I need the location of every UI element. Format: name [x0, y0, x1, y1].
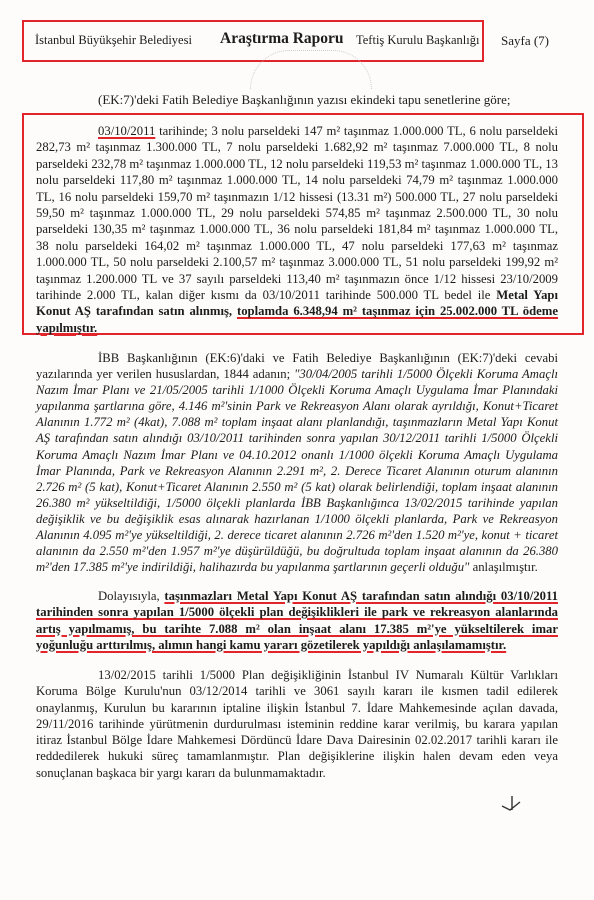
- deed-company: Metal Yapı Konut AŞ: [36, 288, 558, 319]
- p2-tail: anlaşılmıştır.: [469, 560, 538, 575]
- p3-bold: taşınmazları Metal Yapı Konut AŞ tarafından satın alındığı 03/10/2011 tarihinden sonra yapılan 1/5000 ölçekli plan değişiklikleri ile park ve rekreasyon alanlarında artış yapılmamış, bu tarihte 7.088 m² olan inşaat alanı 17.385 m²'ye yükseltilerek imar yoğunluğu arttırılmış, alımın hangi kamu yararı gözetilerek yapıldığı anlaşılamamıştır.: [36, 589, 558, 652]
- municipality-response-paragraph: [36, 350, 558, 575]
- header-institution: İstanbul Büyükşehir Belediyesi: [35, 33, 192, 47]
- deed-text: tarihinde; 3 nolu parseldeki 147 m² taşınmaz 1.000.000 TL, 6 nolu parseldeki 282,73 m² taşınmaz 1.300.000 TL, 7 nolu parseldeki 1.682,92 m² taşınmaz 7.000.000 TL, 8 nolu parseldeki 232,78 m² taşınmaz 1.000.000 TL, 12 nolu parseldeki 119,53 m² taşınmaz 1.000.000 TL, 13 nolu parseldeki 117,80 m² taşınmaz 1.000.000 TL, 14 nolu parseldeki 74,79 m² taşınmaz 1.000.000 TL, 16 nolu parseldeki 159,70 m² taşınmazın 1/12 hissesi (13.31 m²) 500.000 TL, 27 nolu parseldeki 59,50 m² taşınmaz 1.000.000 TL, 29 nolu parseldeki 574,85 m² taşınmaz 2.500.000 TL, 30 nolu parseldeki 130,35 m² taşınmaz 1.000.000 TL, 36 nolu parseldeki 181,84 m² taşınmaz 1.000.000 TL, 38 nolu parseldeki 164,02 m² taşınmaz 1.000.000 TL, 47 nolu parseldeki 177,63 m² taşınmaz 1.000.000 TL, 50 nolu parseldeki 2.100,57 m² taşınmaz 3.000.000 TL, 51 nolu parseldeki 199,92 m² taşınmaz 1.200.000 TL ve 37 sayılı parseldeki 113,40 m² taşınmazın önce 1/12 hissesi 23/10/2009 tarihinde 2.000 TL, kalan diğer kısmı da 03/10/2011 tarihinde 500.000 TL bedel ile: [36, 124, 558, 303]
- header-department: Teftiş Kurulu Başkanlığı: [356, 33, 480, 47]
- legal-process-paragraph: 13/02/2015 tarihli 1/5000 Plan değişikliğinin İstanbul IV Numaralı Kültür Varlıkları Koruma Bölge Kurulu'nun 03/12/2014 tarihli ve 3061 sayılı kararı ile kısmen tadil edilerek onaylanmış, Kurulun bu kararının iptaline ilişkin İstanbul 7. İdare Mahkemesinde açılan davada, 29/11/2016 tarihinde yürütmenin durdurulması isteminin reddine karar verilmiş, bu karara yapılan itiraz İstanbul Bölge İdare Mahkemesi Dördüncü İdare Dava Dairesinin 02.02.2017 tarihli kararı ile reddedilerek hukuki süreç tamamlanmıştır. Plan değişiklerine ilişkin halen devam eden veya sonuçlanan başkaca bir yargı kararı da bulunmamaktadır.: [36, 668, 558, 780]
- deed-paragraph: [36, 123, 558, 336]
- deed-after-company: tarafından satın alınmış,: [90, 304, 237, 319]
- header-report-title: Araştırma Raporu: [220, 30, 344, 47]
- conclusion-paragraph: [36, 588, 558, 653]
- signature-mark: [498, 792, 524, 814]
- official-stamp: [250, 50, 372, 89]
- intro-line: (EK:7)'deki Fatih Belediye Başkanlığının yazısı ekindeki tapu senetlerine göre;: [98, 92, 511, 107]
- header-page-number: Sayfa (7): [501, 33, 550, 48]
- p2-lead: İBB Başkanlığının (EK:6)'daki ve Fatih Belediye Başkanlığının (EK:7)'deki cevabi yazılarında yer verilen hususlardan, 1844 adanın;: [36, 351, 558, 382]
- p3-lead: Dolayısıyla,: [98, 589, 165, 603]
- deed-date: 03/10/2011: [98, 124, 156, 138]
- p2-quote: "30/04/2005 tarihli 1/5000 Ölçekli Koruma Amaçlı Nazım İmar Planı ve 21/05/2005 tarihli 1/1000 Ölçekli Koruma Amaçlı Uygulama İmar Planındaki yapılanma şartlarına göre, 4.146 m²'sinin Park ve Rekreasyon Alanı olarak ayrıldığı, Konut+Ticaret Alanının 1.772 m² (4kat), 7.088 m² toplam inşaat alanı planlandığı, taşınmazların Metal Yapı Konut AŞ tarafından satın alındığı 03/10/2011 tarihinden sonra yapılan 30/12/2011 tarihli 1/5000 Ölçekli Koruma Amaçlı Nazım İmar Planı ve 04.10.2012 onanlı 1/1000 ölçekli Koruma Amaçlı Uygulama İmar Planında, Park ve Rekreasyon Alanının 2.291 m², 2. Derece Ticaret Alanının oturum alanının 2.726 m² (5 kat), Konut+Ticaret Alanının 2.550 m² (5 kat) olarak belirlendiği, toplam inşaat alanının 26.380 m² yükseltildiği, 1/5000 ölçekli planlarda İBB Başkanlığınca 13/02/2015 tarihinde yapılan değişiklik ve bu değişiklik esas alınarak hazırlanan 1/1000 ölçekli planlarda, Park ve Rekreasyon Alanının 4.095 m²'ye yükseltildiği, 2. derece ticaret alanının 2.726 m²'den 1.520 m²'ye, konut + ticaret alanının da 2.550 m²'den 1.957 m²'ye düşürüldüğü, bu doğrultuda toplam inşaat alanının da 26.380 m²'den 17.385 m²'ye indirildiği, halihazırda bu yapılanma şartlarının geçerli olduğu": [36, 367, 558, 575]
- deed-total: toplamda 6.348,94 m² taşınmaz için 25.002.000 TL ödeme yapılmıştır.: [36, 304, 559, 335]
